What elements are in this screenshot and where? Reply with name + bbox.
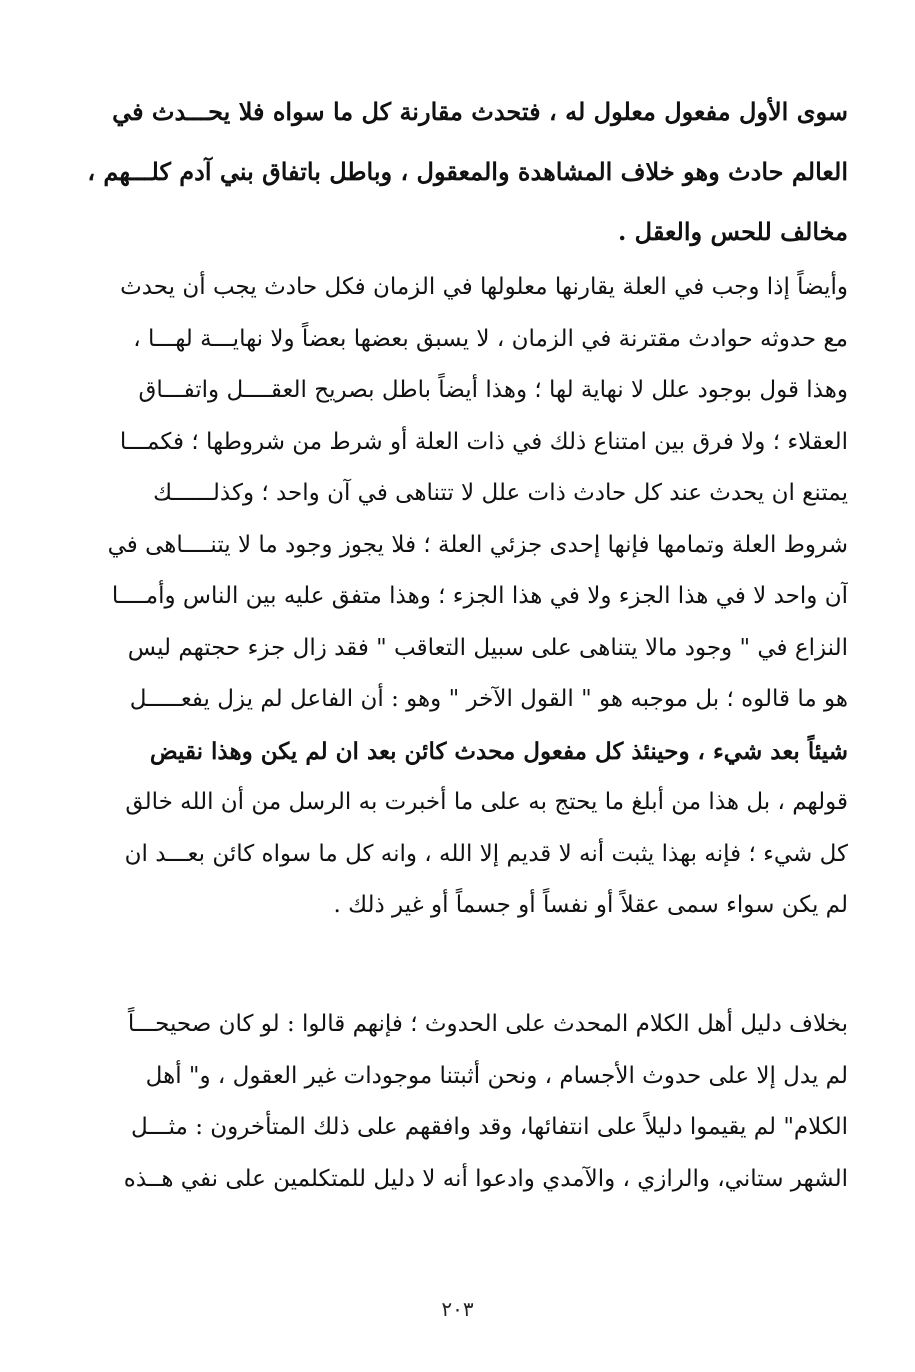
text-line: الشهر ستاني، والرازي ، والآمدي وادعوا أنه لا دليل للمتكلمين على نفي هــذه	[123, 1165, 848, 1192]
text-line: شروط العلة وتمامها فإنها إحدى جزئي العلة ؛ فلا يجوز وجود ما لا يتنــــاهى في	[107, 531, 848, 558]
text-line: هو ما قالوه ؛ بل موجبه هو " القول الآخر " وهو : أن الفاعل لم يزل يفعـــــل	[129, 686, 848, 712]
text-line: وهذا قول بوجود علل لا نهاية لها ؛ وهذا أيضاً باطل بصريح العقــــل واتفـــاق	[138, 377, 848, 403]
paragraph-2	[78, 262, 848, 932]
text-line: قولهم ، بل هذا من أبلغ ما يحتج به على ما أخبرت به الرسل من أن الله خالق	[125, 789, 848, 815]
text-line: لم يكن سواء سمى عقلاً أو نفساً أو جسماً أو غير ذلك .	[333, 892, 848, 918]
text-line: مخالف للحس والعقل .	[617, 217, 848, 246]
text-line-bold: شيئاً بعد شيء ، وحينئذ كل مفعول محدث كائن بعد ان لم يكن وهذا نقيض	[149, 737, 848, 765]
page-number: ٢٠٣	[441, 1297, 474, 1321]
text-line: بخلاف دليل أهل الكلام المحدث على الحدوث ؛ فإنهم قالوا : لو كان صحيحـــاً	[127, 1011, 848, 1037]
paragraph-3	[78, 999, 848, 1205]
text-line: لم يدل إلا على حدوث الأجسام ، ونحن أثبتنا موجودات غير العقول ، و" أهل	[145, 1062, 848, 1089]
text-line: النزاع في " وجود مالا يتناهى على سبيل التعاقب " فقد زال جزء حجتهم ليس	[127, 634, 848, 661]
text-line: يمتنع ان يحدث عند كل حادث ذات علل لا تتناهى في آن واحد ؛ وكذلــــــك	[153, 480, 848, 506]
paragraph-1	[78, 82, 848, 262]
text-line: العقلاء ؛ ولا فرق بين امتناع ذلك في ذات العلة أو شرط من شروطها ؛ فكمـــا	[119, 428, 848, 455]
text-line: آن واحد لا في هذا الجزء ولا في هذا الجزء ؛ وهذا متفق عليه بين الناس وأمــــا	[111, 583, 848, 609]
text-line: الكلام" لم يقيموا دليلاً على انتفائها، وقد وافقهم على ذلك المتأخرون : مثـــل	[130, 1114, 848, 1140]
text-line: العالم حادث وهو خلاف المشاهدة والمعقول ، وباطل باتفاق بني آدم كلـــهم ،	[87, 157, 848, 186]
text-line: كل شيء ؛ فإنه بهذا يثبت أنه لا قديم إلا الله ، وانه كل ما سواه كائن بعـــد ان	[124, 840, 848, 867]
text-line: سوى الأول مفعول معلول له ، فتحدث مقارنة كل ما سواه فلا يحـــدث في	[112, 97, 848, 126]
text-line: مع حدوثه حوادث مقترنة في الزمان ، لا يسبق بعضها بعضاً ولا نهايـــة لهـــا ،	[133, 325, 848, 352]
text-line: وأيضاً إذا وجب في العلة يقارنها معلولها في الزمان فكل حادث يجب أن يحدث	[120, 274, 848, 300]
